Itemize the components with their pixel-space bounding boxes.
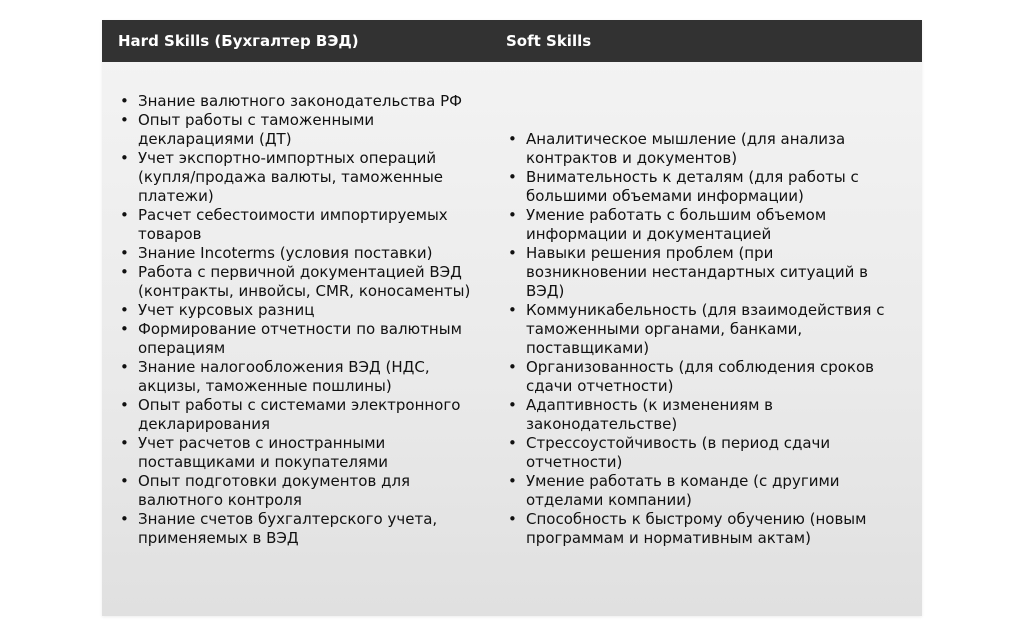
bullet-icon: • (120, 472, 129, 490)
hard-skill-item-text: Знание валютного законодательства РФ (138, 92, 463, 110)
hard-skill-item (120, 396, 480, 434)
hard-skill-item-text: Учет экспортно-импортных операций (купля/продажа валюты, таможенные платежи) (138, 149, 444, 205)
soft-skill-item-text: Коммуникабельность (для взаимодействия с таможенными органами, банками, поставщиками) (526, 301, 885, 357)
soft-skill-item-text: Адаптивность (к изменениям в законодательстве) (526, 396, 774, 433)
hard-skill-item (120, 244, 480, 263)
soft-skill-item-text: Организованность (для соблюдения сроков сдачи отчетности) (526, 358, 874, 395)
hard-skill-item (120, 358, 480, 396)
skills-table (102, 20, 922, 616)
bullet-icon: • (120, 149, 129, 167)
soft-skill-item (508, 396, 898, 434)
bullet-icon: • (120, 92, 129, 110)
bullet-icon: • (120, 510, 129, 528)
hard-skill-item-text: Знание Incoterms (условия поставки) (138, 244, 433, 262)
soft-skill-item-text: Умение работать в команде (с другими отделами компании) (526, 472, 840, 509)
bullet-icon: • (120, 434, 129, 452)
hard-skill-item-text: Опыт подготовки документов для валютного контроля (138, 472, 411, 509)
bullet-icon: • (120, 320, 129, 338)
hard-skill-item (120, 472, 480, 510)
hard-skill-item-text: Опыт работы с системами электронного декларирования (138, 396, 461, 433)
soft-skill-item (508, 434, 898, 472)
table-header (102, 20, 922, 62)
hard-skill-item-text: Формирование отчетности по валютным операциям (138, 320, 462, 357)
soft-skill-item (508, 301, 898, 358)
hard-skill-item-text: Знание налогообложения ВЭД (НДС, акцизы, таможенные пошлины) (138, 358, 430, 395)
hard-skill-item-text: Знание счетов бухгалтерского учета, применяемых в ВЭД (138, 510, 438, 547)
bullet-icon: • (508, 244, 517, 262)
soft-skill-item-text: Умение работать с большим объемом информации и документацией (526, 206, 827, 243)
bullet-icon: • (120, 206, 129, 224)
bullet-icon: • (508, 510, 517, 528)
soft-skill-item (508, 206, 898, 244)
bullet-icon: • (120, 301, 129, 319)
hard-skill-item (120, 92, 480, 111)
hard-skill-item (120, 111, 480, 149)
soft-skill-item-text: Аналитическое мышление (для анализа контрактов и документов) (526, 130, 846, 167)
hard-skill-item-text: Учет расчетов с иностранными поставщиками и покупателями (138, 434, 389, 471)
bullet-icon: • (120, 263, 129, 281)
bullet-icon: • (508, 358, 517, 376)
soft-skill-item-text: Внимательность к деталям (для работы с большими объемами информации) (526, 168, 859, 205)
hard-skill-item-text: Опыт работы с таможенными декларациями (ДТ) (138, 111, 375, 148)
soft-skill-item (508, 244, 898, 301)
soft-skills-header: Soft Skills (506, 32, 592, 50)
hard-skill-item (120, 206, 480, 244)
hard-skill-item (120, 149, 480, 206)
hard-skill-item-text: Расчет себестоимости импортируемых товаров (138, 206, 448, 243)
soft-skill-item (508, 358, 898, 396)
soft-skill-item-text: Навыки решения проблем (при возникновении нестандартных ситуаций в ВЭД) (526, 244, 868, 300)
soft-skill-item (508, 510, 898, 548)
bullet-icon: • (120, 396, 129, 414)
bullet-icon: • (508, 130, 517, 148)
bullet-icon: • (508, 168, 517, 186)
hard-skill-item-text: Учет курсовых разниц (138, 301, 315, 319)
bullet-icon: • (508, 434, 517, 452)
soft-skill-item (508, 472, 898, 510)
soft-skill-item (508, 168, 898, 206)
hard-skill-item (120, 510, 480, 548)
bullet-icon: • (508, 396, 517, 414)
bullet-icon: • (508, 472, 517, 490)
hard-skill-item (120, 320, 480, 358)
bullet-icon: • (508, 301, 517, 319)
bullet-icon: • (120, 244, 129, 262)
hard-skill-item-text: Работа с первичной документацией ВЭД (контракты, инвойсы, CMR, коносаменты) (138, 263, 471, 300)
bullet-icon: • (120, 111, 129, 129)
hard-skills-header: Hard Skills (Бухгалтер ВЭД) (118, 32, 359, 50)
soft-skill-item-text: Способность к быстрому обучению (новым программам и нормативным актам) (526, 510, 867, 547)
soft-skill-item-text: Стрессоустойчивость (в период сдачи отчетности) (526, 434, 831, 471)
soft-skill-item (508, 130, 898, 168)
bullet-icon: • (508, 206, 517, 224)
hard-skill-item (120, 301, 480, 320)
soft-skills-list (508, 130, 898, 548)
bullet-icon: • (120, 358, 129, 376)
hard-skill-item (120, 263, 480, 301)
hard-skills-list (120, 92, 480, 548)
hard-skill-item (120, 434, 480, 472)
